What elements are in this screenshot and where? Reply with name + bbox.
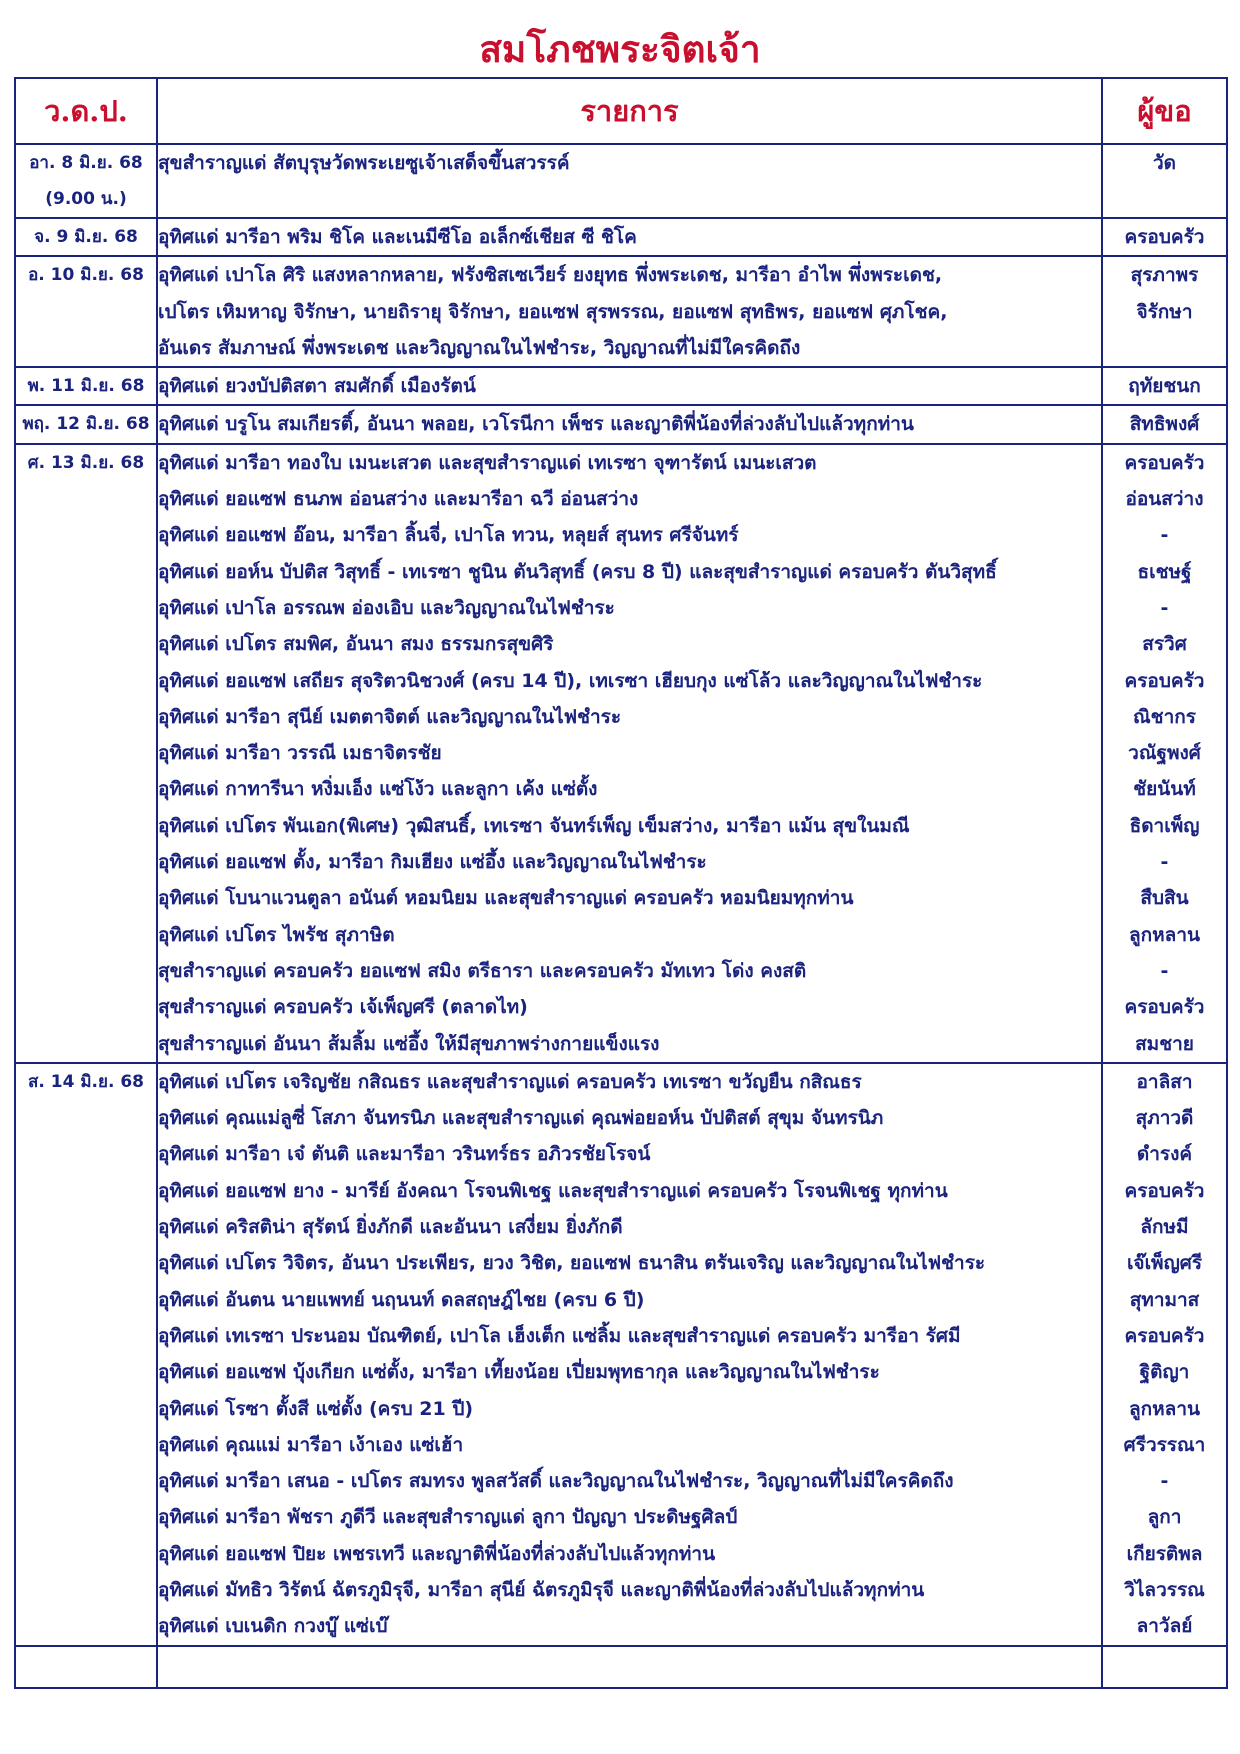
intentions-cell-line: อุทิศแด่ มารีอา สุนีย์ เมตตาจิตต์ และวิญญาณในไฟชำระ [158,705,622,728]
requester-cell [1102,218,1227,256]
intentions-cell-line: อุทิศแด่ มารีอา ทองใบ เมนะเสวต และสุขสำราญแด่ เทเรซา จุฑารัตน์ เมนะเสวต [158,451,817,474]
intentions-cell-line: อุทิศแด่ เปโตร วิจิตร, อันนา ประเพียร, ยวง วิชิต, ยอแซฟ ธนาสิน ตรันเจริญ และวิญญาณในไฟชำระ [158,1252,986,1275]
requester-cell-line: - [1160,959,1169,982]
requester-cell-line: ดำรงค์ [1136,1143,1193,1166]
page-title: สมโภชพระจิตเจ้า [479,27,761,71]
requester-cell-line: ครอบครัว [1124,669,1205,692]
header-items: รายการ [157,78,1102,144]
date-cell [15,256,157,367]
intentions-cell-line: อุทิศแด่ ยวงบัปติสตา สมศักดิ์ เมืองรัตน์ [158,375,476,398]
requester-cell-line: สุภาวดี [1135,1107,1194,1130]
intentions-cell-line: อุทิศแด่ ยอแซฟ ปิยะ เพชรเทวี และญาติพี่น้องที่ล่วงลับไปแล้วทุกท่าน [158,1542,716,1565]
requester-cell [1102,1063,1227,1646]
date-cell [15,218,157,256]
date-cell-line: พ. 11 มิ.ย. 68 [27,376,145,397]
requester-cell-line: ลูกา [1147,1506,1182,1529]
intentions-cell-line: สุขสำราญแด่ ครอบครัว เจ้เพ็ญศรี (ตลาดไท) [158,996,528,1019]
requester-cell-line: สมชาย [1135,1032,1194,1055]
table-row [15,367,1227,405]
requester-cell-line: ครอบครัว [1124,1179,1205,1202]
requester-cell-line: - [1160,851,1169,874]
requester-cell-line: - [1160,596,1169,619]
intentions-cell-line: อุทิศแด่ คริสติน่า สุรัตน์ ยิ่งภักดี และอันนา เสงี่ยม ยิ่งภักดี [158,1216,623,1239]
date-cell [15,367,157,405]
requester-cell-line: ครอบครัว [1124,1324,1205,1347]
intentions-cell-line: อุทิศแด่ มารีอา วรรณี เมธาจิตรชัย [158,742,442,765]
header-requester: ผู้ขอ [1102,78,1227,144]
requester-cell [1102,144,1227,218]
requester-cell-line: สืบสิน [1140,887,1189,910]
intentions-cell-line: สุขสำราญแด่ ครอบครัว ยอแซฟ สมิง ตรีธารา และครอบครัว มัทเทว โด่ง คงสติ [158,959,807,982]
intentions-cell-line: เปโตร เหิมหาญ จิรักษา, นายถิรายุ จิรักษา, ยอแซฟ สุรพรรณ, ยอแซฟ สุทธิพร, ยอแซฟ ศุภโชค, [158,300,948,323]
requester-cell-line: อาลิสา [1136,1070,1193,1093]
intentions-cell-line: อุทิศแด่ โรซา ตั้งสี แซ่ตั้ง (ครบ 21 ปี) [158,1397,474,1420]
intentions-cell-line: อุทิศแด่ คุณแม่ลูซี่ โสภา จันทรนิภ และสุขสำราญแด่ คุณพ่อยอห์น บัปติสต์ สุขุม จันทรนิภ [158,1107,884,1130]
date-cell-line: ศ. 13 มิ.ย. 68 [27,452,145,473]
mass-intentions-table [14,77,1228,1689]
intentions-cell [157,405,1102,443]
date-cell-line: (9.00 น.) [45,189,127,209]
table-row [15,144,1227,218]
empty-cell [1102,1646,1227,1688]
intentions-cell-line: อุทิศแด่ เปโตร สมพิศ, อันนา สมง ธรรมกรสุขศิริ [158,633,554,656]
date-cell-line: พฤ. 12 มิ.ย. 68 [22,414,150,435]
requester-cell-line: ฤทัยชนก [1128,375,1201,398]
intentions-cell-line: อุทิศแด่ คุณแม่ มารีอา เง้าเอง แซ่เฮ้า [158,1433,464,1456]
requester-cell-line: อ่อนสว่าง [1125,488,1204,511]
table-row-continued [15,1646,1227,1688]
requester-cell-line: วัด [1152,152,1176,174]
requester-cell [1102,367,1227,405]
requester-cell-line: สรวิศ [1142,633,1187,656]
intentions-cell-line: อุทิศแด่ เปาโล อรรณพ อ่องเอิบ และวิญญาณในไฟชำระ [158,596,615,619]
requester-cell-line: ฐิติญา [1139,1361,1190,1384]
intentions-cell-line: อุทิศแด่ เปโตร ไพรัช สุภาษิต [158,923,395,946]
requester-cell-line: ลูกหลาน [1129,1397,1200,1420]
intentions-cell-line: อุทิศแด่ เทเรซา ประนอม บัณฑิตย์, เปาโล เฮ็งเต็ก แซ่ลิ้ม และสุขสำราญแด่ ครอบครัว มารีอา รัศมี [158,1324,961,1347]
date-cell-line: ส. 14 มิ.ย. 68 [28,1071,144,1092]
requester-cell-line: จิรักษา [1136,300,1193,323]
requester-cell [1102,405,1227,443]
table-row [15,218,1227,256]
table-row [15,444,1227,1063]
intentions-cell-line: อุทิศแด่ ยอแซฟ ธนภพ อ่อนสว่าง และมารีอา ฉวี อ่อนสว่าง [158,488,639,511]
intentions-cell-line: อุทิศแด่ บรูโน สมเกียรติ์, อันนา พลอย, เวโรนีกา เพ็ชร และญาติพี่น้องที่ล่วงลับไปแล้วทุกท่าน [158,413,914,436]
table-body [15,144,1227,1688]
table-row [15,405,1227,443]
requester-cell-line: ลูกหลาน [1129,923,1200,946]
intentions-cell [157,256,1102,367]
intentions-cell-line: อุทิศแด่ ยอแซฟ เสถียร สุจริตวนิชวงศ์ (ครบ 14 ปี), เทเรซา เฮียบกุง แซ่โล้ว และวิญญาณในไฟชำระ [158,669,983,692]
requester-cell-line: เกียรติพล [1126,1542,1203,1565]
date-cell [15,444,157,1063]
intentions-cell [157,144,1102,218]
intentions-cell-line: อุทิศแด่ กาทารีนา หงิ่มเอ็ง แซ่โง้ว และลูกา เค้ง แซ่ตั้ง [158,778,598,801]
intentions-cell-line: อุทิศแด่ เบเนดิก กวงบู๊ แซ่เบ๊ [158,1615,388,1638]
intentions-cell-line: อุทิศแด่ ยอแซฟ อ๊อน, มารีอา ลิ้นจี่, เปาโล ทวน, หลุยส์ สุนทร ศรีจันทร์ [158,524,739,547]
intentions-cell-line: อุทิศแด่ ยอห์น บัปติส วิสุทธิ์ - เทเรซา ชูนิน ตันวิสุทธิ์ (ครบ 8 ปี) และสุขสำราญแด่ ครอบครัว ตันวิสุทธิ์ [158,560,997,583]
requester-cell-line: วิไลวรรณ [1124,1578,1205,1601]
intentions-cell-line: อุทิศแด่ เปาโล ศิริ แสงหลากหลาย, ฟรังซิสเซเวียร์ ยงยุทธ พึ่งพระเดช, มารีอา อำไพ พึ่งพระเดช, [158,264,943,287]
requester-cell-line: ณิชากร [1133,705,1196,728]
intentions-cell-line: อุทิศแด่ ยอแซฟ บุ้งเกียก แซ่ตั้ง, มารีอา เที้ยงน้อย เปี่ยมพุทธากุล และวิญญาณในไฟชำระ [158,1361,880,1384]
intentions-cell [157,367,1102,405]
table-row [15,1063,1227,1646]
intentions-cell-line: อุทิศแด่ มารีอา เจ๋ ตันติ และมารีอา วรินทร์ธร อภิวรชัยโรจน์ [158,1143,651,1166]
requester-cell-line: เจ๊เพ็ญศรี [1126,1252,1203,1275]
intentions-cell-line: อุทิศแด่ มารีอา พัชรา ภูดีวี และสุขสำราญแด่ ลูกา ปัญญา ประดิษฐศิลป์ [158,1506,738,1529]
requester-cell-line: วณัฐพงศ์ [1128,742,1201,765]
intentions-cell-line: อุทิศแด่ อันตน นายแพทย์ นฤนนท์ ดลสฤษฎ์ไชย (ครบ 6 ปี) [158,1288,645,1311]
intentions-cell [157,1063,1102,1646]
intentions-cell-line: อุทิศแด่ มารีอา เสนอ - เปโตร สมทรง พูลสวัสดิ์ และวิญญาณในไฟชำระ, วิญญาณที่ไม่มีใครคิดถึง [158,1470,954,1493]
header-date: ว.ด.ป. [15,78,157,144]
requester-cell-line: สุรภาพร [1130,264,1199,287]
date-cell-line: จ. 9 มิ.ย. 68 [34,227,138,247]
intentions-cell-line: อุทิศแด่ ยอแซฟ ยาง - มารีย์ อังคณา โรจนพิเชฐ และสุขสำราญแด่ ครอบครัว โรจนพิเชฐ ทุกท่าน [158,1179,948,1202]
requester-cell-line: ศรีวรรณา [1123,1433,1206,1456]
intentions-cell-line: อุทิศแด่ ยอแซฟ ตั้ง, มารีอา กิมเฮียง แซ่อึ้ง และวิญญาณในไฟชำระ [158,851,707,874]
requester-cell-line: - [1160,524,1169,547]
requester-cell-line: ครอบครัว [1124,996,1205,1019]
intentions-cell-line: สุขสำราญแด่ อันนา ส้มลิ้ม แซ่อึ้ง ให้มีสุขภาพร่างกายแข็งแรง [158,1032,660,1055]
requester-cell-line: ลักษมี [1140,1216,1189,1239]
intentions-cell-line: อันเดร สัมภาษณ์ พึ่งพระเดช และวิญญาณในไฟชำระ, วิญญาณที่ไม่มีใครคิดถึง [158,336,801,359]
requester-cell-line: ชัยนันท์ [1133,778,1196,801]
requester-cell [1102,444,1227,1063]
requester-cell-line: ธิดาเพ็ญ [1129,814,1200,837]
intentions-cell-line: อุทิศแด่ เปโตร เจริญชัย กสิณธร และสุขสำราญแด่ ครอบครัว เทเรซา ขวัญยืน กสิณธร [158,1070,862,1093]
empty-cell [157,1646,1102,1688]
requester-cell-line: สุทามาส [1129,1288,1200,1311]
intentions-cell-line: อุทิศแด่ มัทธิว วิรัตน์ ฉัตรภูมิรุจี, มารีอา สุนีย์ ฉัตรภูมิรุจี และญาติพี่น้องที่ล่วงลับไปแล้วทุกท่าน [158,1578,925,1601]
intentions-cell [157,218,1102,256]
intentions-cell-line: สุขสำราญแด่ สัตบุรุษวัดพระเยซูเจ้าเสด็จขึ้นสวรรค์ [158,152,570,174]
requester-cell-line: ลาวัลย์ [1136,1615,1193,1638]
intentions-cell-line: อุทิศแด่ เปโตร พันเอก(พิเศษ) วุฒิสนธิ์, เทเรซา จันทร์เพ็ญ เข็มสว่าง, มารีอา แม้น สุขในมณี [158,814,910,837]
date-cell [15,1063,157,1646]
intentions-cell-line: อุทิศแด่ โบนาแวนตูลา อนันต์ หอมนิยม และสุขสำราญแด่ ครอบครัว หอมนิยมทุกท่าน [158,887,854,910]
date-cell [15,144,157,218]
requester-cell-line: - [1160,1470,1169,1493]
date-cell-line: อ. 10 มิ.ย. 68 [28,265,144,286]
table-header-row [15,78,1227,144]
date-cell-line: อา. 8 มิ.ย. 68 [29,153,143,173]
table-row [15,256,1227,367]
requester-cell-line: ธเชษฐ์ [1137,560,1192,583]
requester-cell-line: ครอบครัว [1124,451,1205,474]
intentions-cell [157,444,1102,1063]
requester-cell-line: สิทธิพงศ์ [1129,413,1200,436]
date-cell [15,405,157,443]
requester-cell-line: ครอบครัว [1124,226,1205,248]
empty-cell [15,1646,157,1688]
intentions-cell-line: อุทิศแด่ มารีอา พริม ชิโค และเนมีซีโอ อเล็กซ์เชียส ซี ชิโค [158,226,637,248]
requester-cell [1102,256,1227,367]
